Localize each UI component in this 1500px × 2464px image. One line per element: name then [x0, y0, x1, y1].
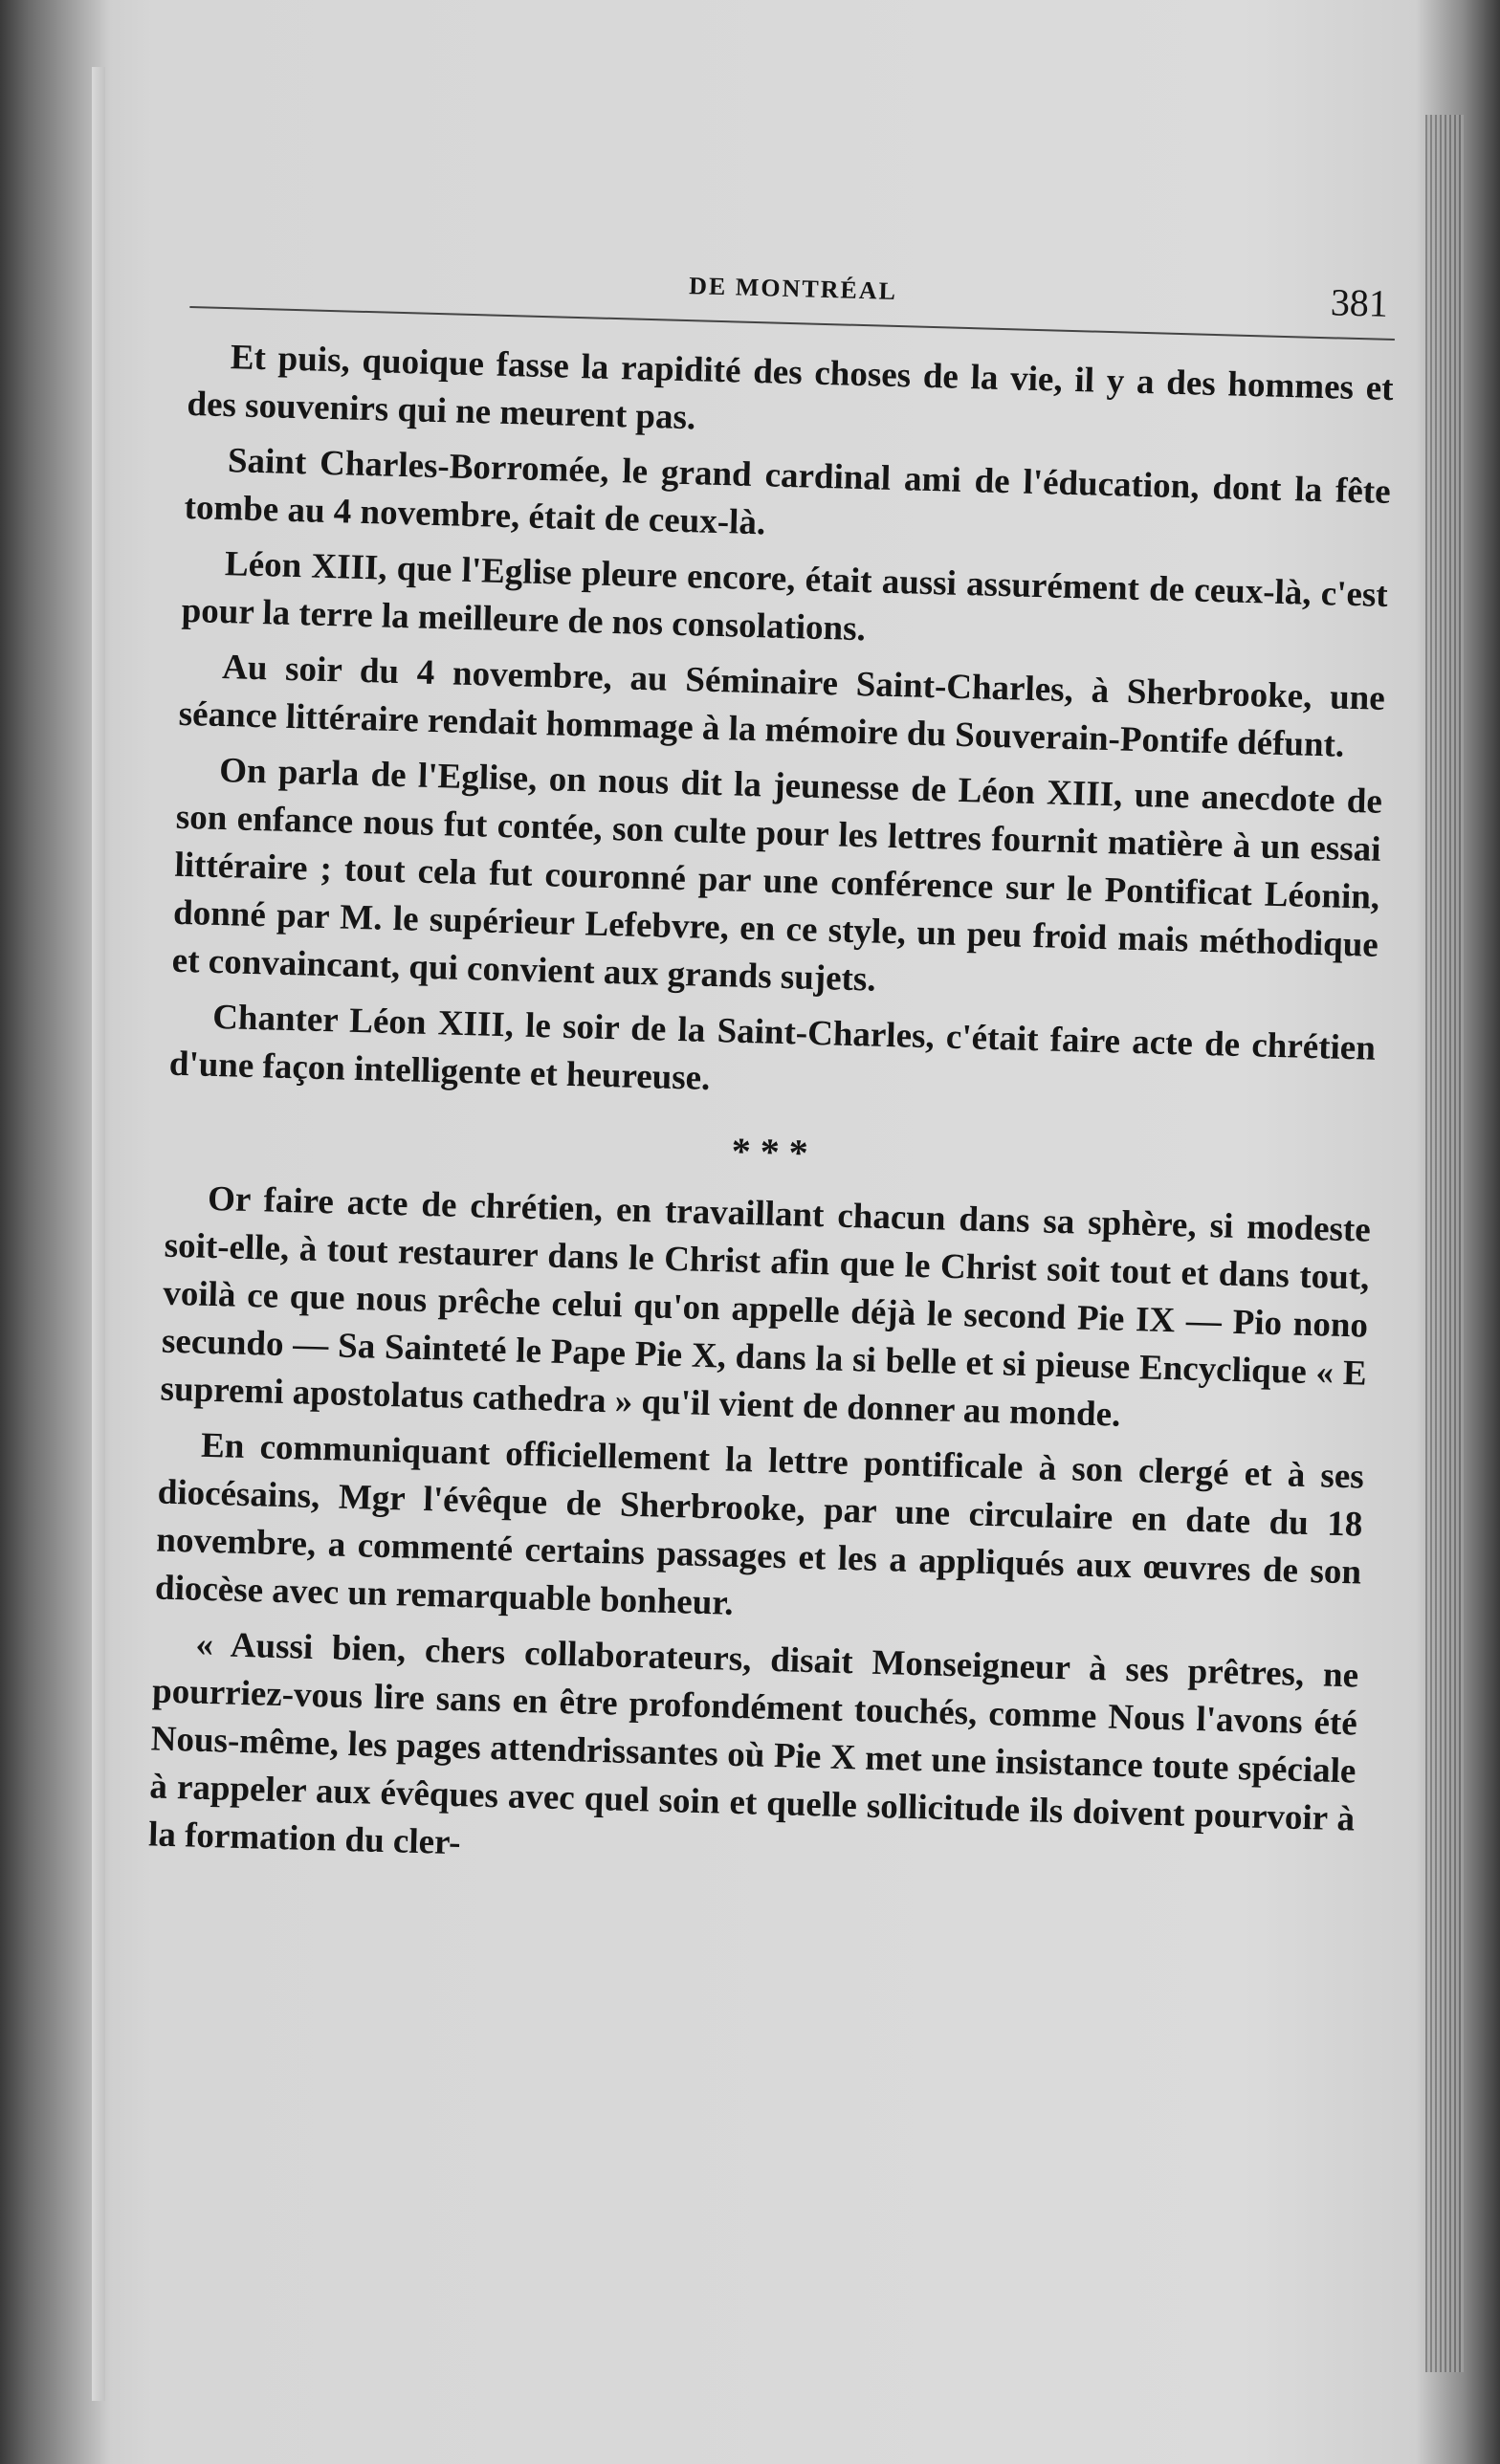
- paragraph: Chanter Léon XIII, le soir de la Saint-Charles, c'était faire acte de chrétien d'une façon intelligente et heureuse.: [168, 997, 1377, 1098]
- paragraph: En communiquant officiellement la lettre pontificale à son clergé et à ses diocésains, Mgr l'évêque de Sherbrooke, par une circulaire en date du 18 novembre, a commenté certains passages et les a appliqués aux œuvres de son diocèse avec un remarquable bonheur.: [154, 1425, 1365, 1623]
- page-stack-edge: [1425, 115, 1464, 2372]
- page-body: [147, 333, 1394, 1891]
- paragraph: Saint Charles-Borromée, le grand cardinal ami de l'éducation, dont la fête tombe au 4 novembre, était de ceux-là.: [184, 441, 1392, 543]
- paragraph: On parla de l'Eglise, on nous dit la jeunesse de Léon XIII, une anecdote de son enfance nous fut contée, son culte pour les lettres fournit matière à un essai littéraire ; tout cela fut couronné par une conférence sur le Pontificat Léonin, donné par M. le supérieur Lefebvre, en ce style, un peu froid mais méthodique et convaincant, qui convient aux grands sujets.: [171, 750, 1383, 1000]
- section-separator: * * *: [731, 1129, 809, 1175]
- page-number: 381: [1330, 280, 1389, 325]
- paragraph: Au soir du 4 novembre, au Séminaire Saint-Charles, à Sherbrooke, une séance littéraire rendait hommage à la mémoire du Souverain-Pontife défunt.: [178, 648, 1386, 765]
- binding-edge: [92, 67, 105, 2401]
- paragraph: Et puis, quoique fasse la rapidité des choses de la vie, il y a des hommes et des souvenirs qui ne meurent pas.: [187, 338, 1395, 438]
- paragraph: « Aussi bien, chers collaborateurs, disait Monseigneur à ses prêtres, ne pourriez-vous lire sans en être profondément touchés, comme Nous l'avons été Nous-même, les pages attendrissantes où Pie X met une insistance toute spéciale à rappeler aux évêques avec quel soin et quelle sollicitude ils doivent pourvoir à la formation du cler-: [147, 1624, 1359, 1863]
- book-page: [134, 249, 1396, 2385]
- paragraph: Léon XIII, que l'Eglise pleure encore, était aussi assurément de ceux-là, c'est pour la terre la meilleure de nos consolations.: [181, 544, 1389, 649]
- running-head: DE MONTRÉAL: [688, 272, 898, 305]
- paragraph: Or faire acte de chrétien, en travaillant chacun dans sa sphère, si modeste soit-elle, à tout restaurer dans le Christ afin que le Christ soit tout et dans tout, voilà ce que nous prêche celui qu'on appelle déjà le second Pie IX — Pio nono secundo — Sa Sainteté le Pape Pie X, dans la si belle et si pieuse Encyclique « E supremi apostolatus cathedra » qu'il vient de donner au monde.: [160, 1178, 1372, 1435]
